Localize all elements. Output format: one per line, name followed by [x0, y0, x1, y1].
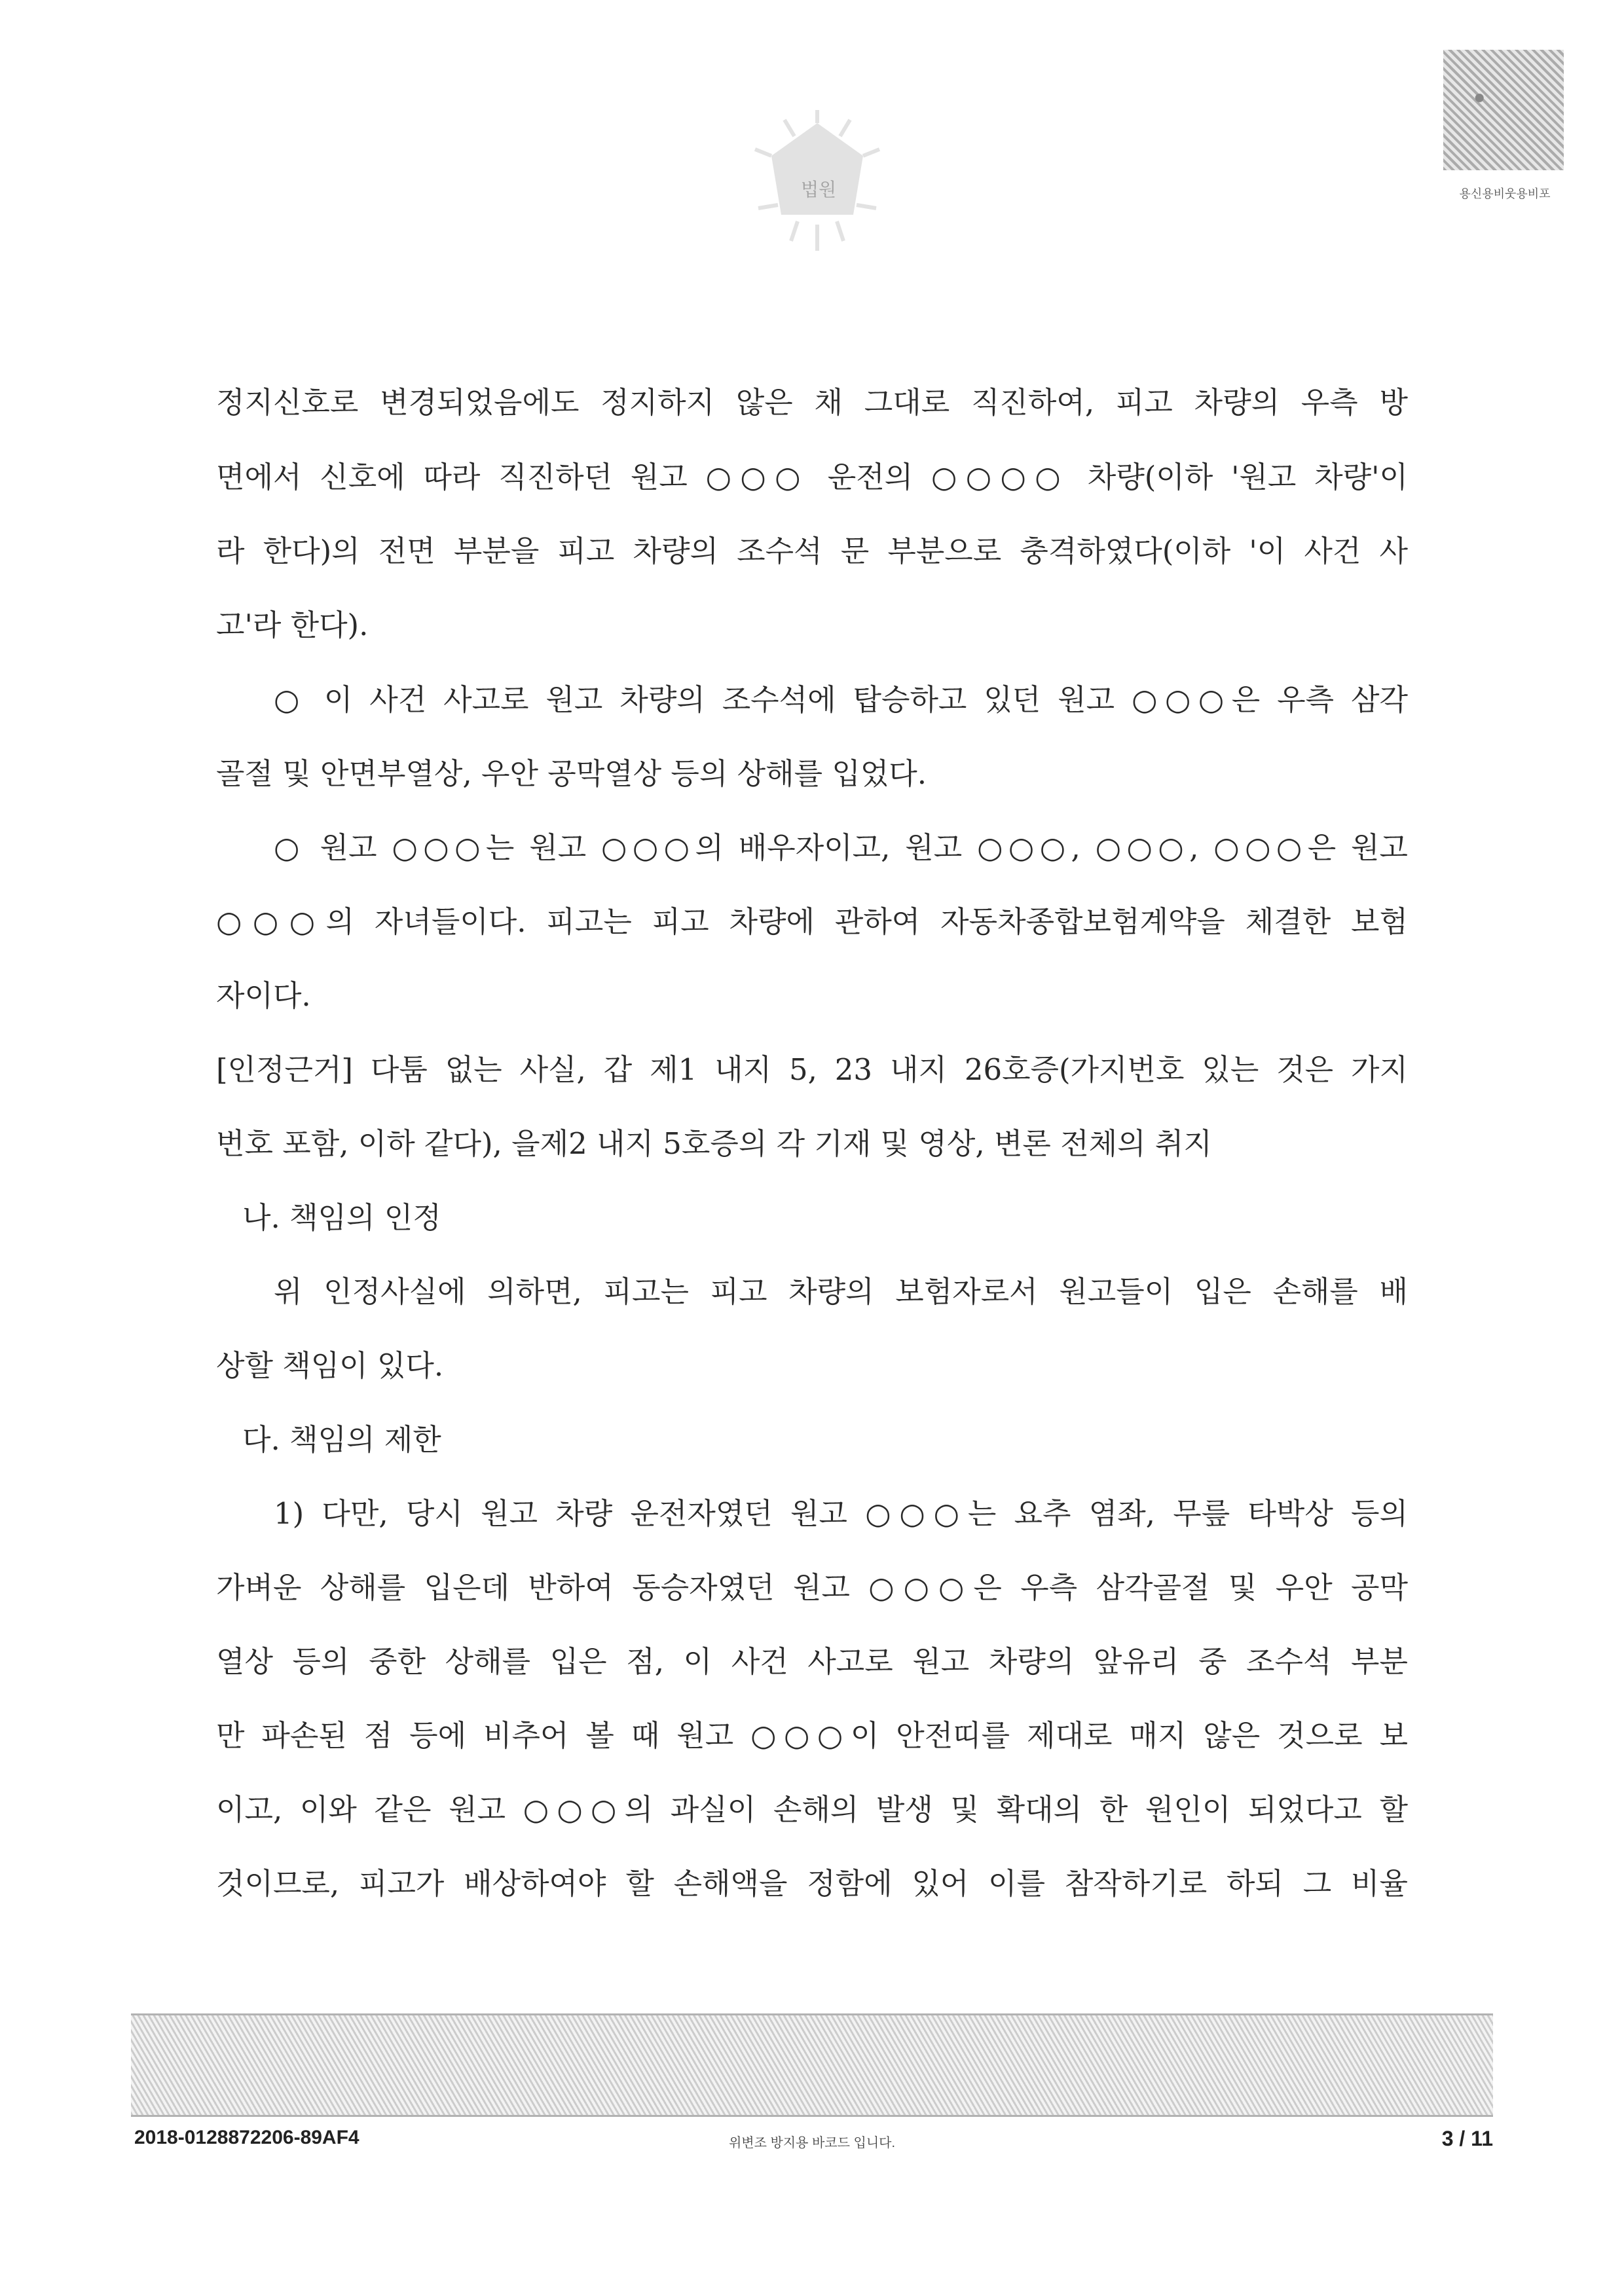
body-line: 번호 포함, 이하 같다), 을제2 내지 5호증의 각 기재 및 영상, 변론 전체의 취지 — [216, 1126, 1212, 1161]
body-line: 상할 책임이 있다. — [216, 1348, 444, 1383]
body-line: 것이므로, 피고가 배상하여야 할 손해액을 정함에 있어 이를 참작하기로 하되 그 비율 — [216, 1866, 1408, 1901]
body-line: 라 한다)의 전면 부분을 피고 차량의 조수석 문 부분으로 충격하였다(이하 '이 사건 사 — [216, 534, 1408, 568]
qr-code — [1443, 50, 1564, 170]
body-line: 면에서 신호에 따라 직진하던 원고 ○○○ 운전의 ○○○○ 차량(이하 '원고 차량'이 — [216, 460, 1408, 494]
body-line: 위 인정사실에 의하면, 피고는 피고 차량의 보험자로서 원고들이 입은 손해를 배 — [274, 1274, 1408, 1309]
section-heading: 다. 책임의 제한 — [242, 1422, 441, 1457]
section-heading: 나. 책임의 인정 — [242, 1200, 441, 1235]
body-line: ○○○의 자녀들이다. 피고는 피고 차량에 관하여 자동차종합보험계약을 체결한 보험 — [216, 904, 1408, 939]
body-line: 열상 등의 중한 상해를 입은 점, 이 사건 사고로 원고 차량의 앞유리 중 조수석 부분 — [216, 1644, 1408, 1679]
body-line: 가벼운 상해를 입은데 반하여 동승자였던 원고 ○○○은 우측 삼각골절 및 우안 공막 — [216, 1570, 1408, 1605]
body-line: ○ 이 사건 사고로 원고 차량의 조수석에 탑승하고 있던 원고 ○○○은 우측 삼각 — [274, 682, 1408, 717]
body-line: [인정근거] 다툼 없는 사실, 갑 제1 내지 5, 23 내지 26호증(가지번호 있는 것은 가지 — [216, 1052, 1408, 1087]
body-line: 자이다. — [216, 978, 311, 1013]
qr-caption: 용신용비웃용비포 — [1459, 187, 1551, 201]
body-line: 고'라 한다). — [216, 608, 369, 642]
seal-text: 법원 — [800, 179, 837, 200]
body-line: ○ 원고 ○○○는 원고 ○○○의 배우자이고, 원고 ○○○, ○○○, ○○○은 원고 — [274, 830, 1408, 865]
anti-forgery-barcode — [131, 2013, 1493, 2117]
barcode-notice: 위변조 방지용 바코드 입니다. — [728, 2136, 896, 2150]
page-number: 3 / 11 — [1441, 2127, 1493, 2150]
body-line: 1) 다만, 당시 원고 차량 운전자였던 원고 ○○○는 요추 염좌, 무릎 타박상 등의 — [274, 1496, 1408, 1531]
document-id: 2018-0128872206-89AF4 — [134, 2127, 360, 2148]
body-line: 정지신호로 변경되었음에도 정지하지 않은 채 그대로 직진하여, 피고 차량의 우측 방 — [216, 385, 1408, 420]
body-line: 만 파손된 점 등에 비추어 볼 때 원고 ○○○이 안전띠를 제대로 매지 않은 것으로 보 — [216, 1718, 1408, 1753]
body-line: 골절 및 안면부열상, 우안 공막열상 등의 상해를 입었다. — [216, 756, 927, 791]
body-line: 이고, 이와 같은 원고 ○○○의 과실이 손해의 발생 및 확대의 한 원인이 되었다고 할 — [216, 1792, 1408, 1827]
